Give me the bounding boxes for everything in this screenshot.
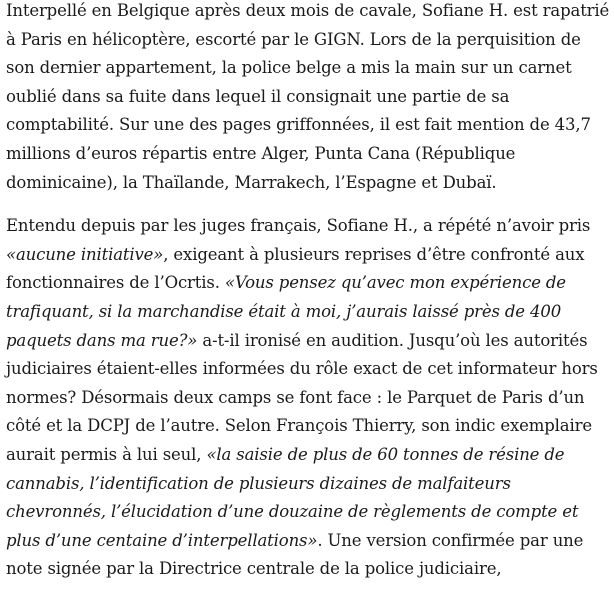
paragraph-text: Interpellé en Belgique après deux mois de cavale, Sofiane H. est rapatrié à Paris en hélicoptère, escorté par le GIGN. Lors de la perquisition de son dernier appartement, la police belge a mis la main sur un carnet oublié dans sa fuite dans lequel il consignait une partie de sa comptabilité. Sur une des pages griffonnées, il est fait mention de 43,7 millions d’euros répartis entre Alger, Punta Cana (République dominicaine), la Thaïlande, Marrakech, l’Espagne et Dubaï. (6, 1, 610, 192)
quote-aucune-initiative: «aucune initiative» (6, 244, 164, 264)
paragraph-text: Entendu depuis par les juges français, Sofiane H., a répété n’avoir pris (6, 216, 591, 236)
paragraph-text: . Une version confirmée par une note signée par la Directrice centrale de la police judiciaire, (6, 530, 584, 579)
article-paragraph-2 (6, 212, 610, 584)
quote-trafiquant: «Vous pensez qu’avec mon expérience de trafiquant, si la marchandise était à moi, j’aurais laissé près de 400 paquets dans ma rue?» (6, 273, 566, 350)
article-body (6, 0, 610, 599)
paragraph-text: a-t-il ironisé en audition. Jusqu’où les autorités judiciaires étaient-elles informées du rôle exact de cet informateur hors normes? Désormais deux camps se font face : le Parquet de Paris d’un côté et la DCPJ de l’autre. Selon François Thierry, son indic exemplaire aurait permis à lui seul, (6, 330, 598, 464)
article-paragraph-1 (6, 0, 610, 197)
quote-saisie: «la saisie de plus de 60 tonnes de résine de cannabis, l’identification de plusieurs dizaines de malfaiteurs chevronnés, l’élucidation d’une douzaine de règlements de compte et plus d’une centaine d’interpellations» (6, 444, 579, 550)
paragraph-text: , exigeant à plusieurs reprises d’être confronté aux fonctionnaires de l’Ocrtis. (6, 244, 585, 293)
